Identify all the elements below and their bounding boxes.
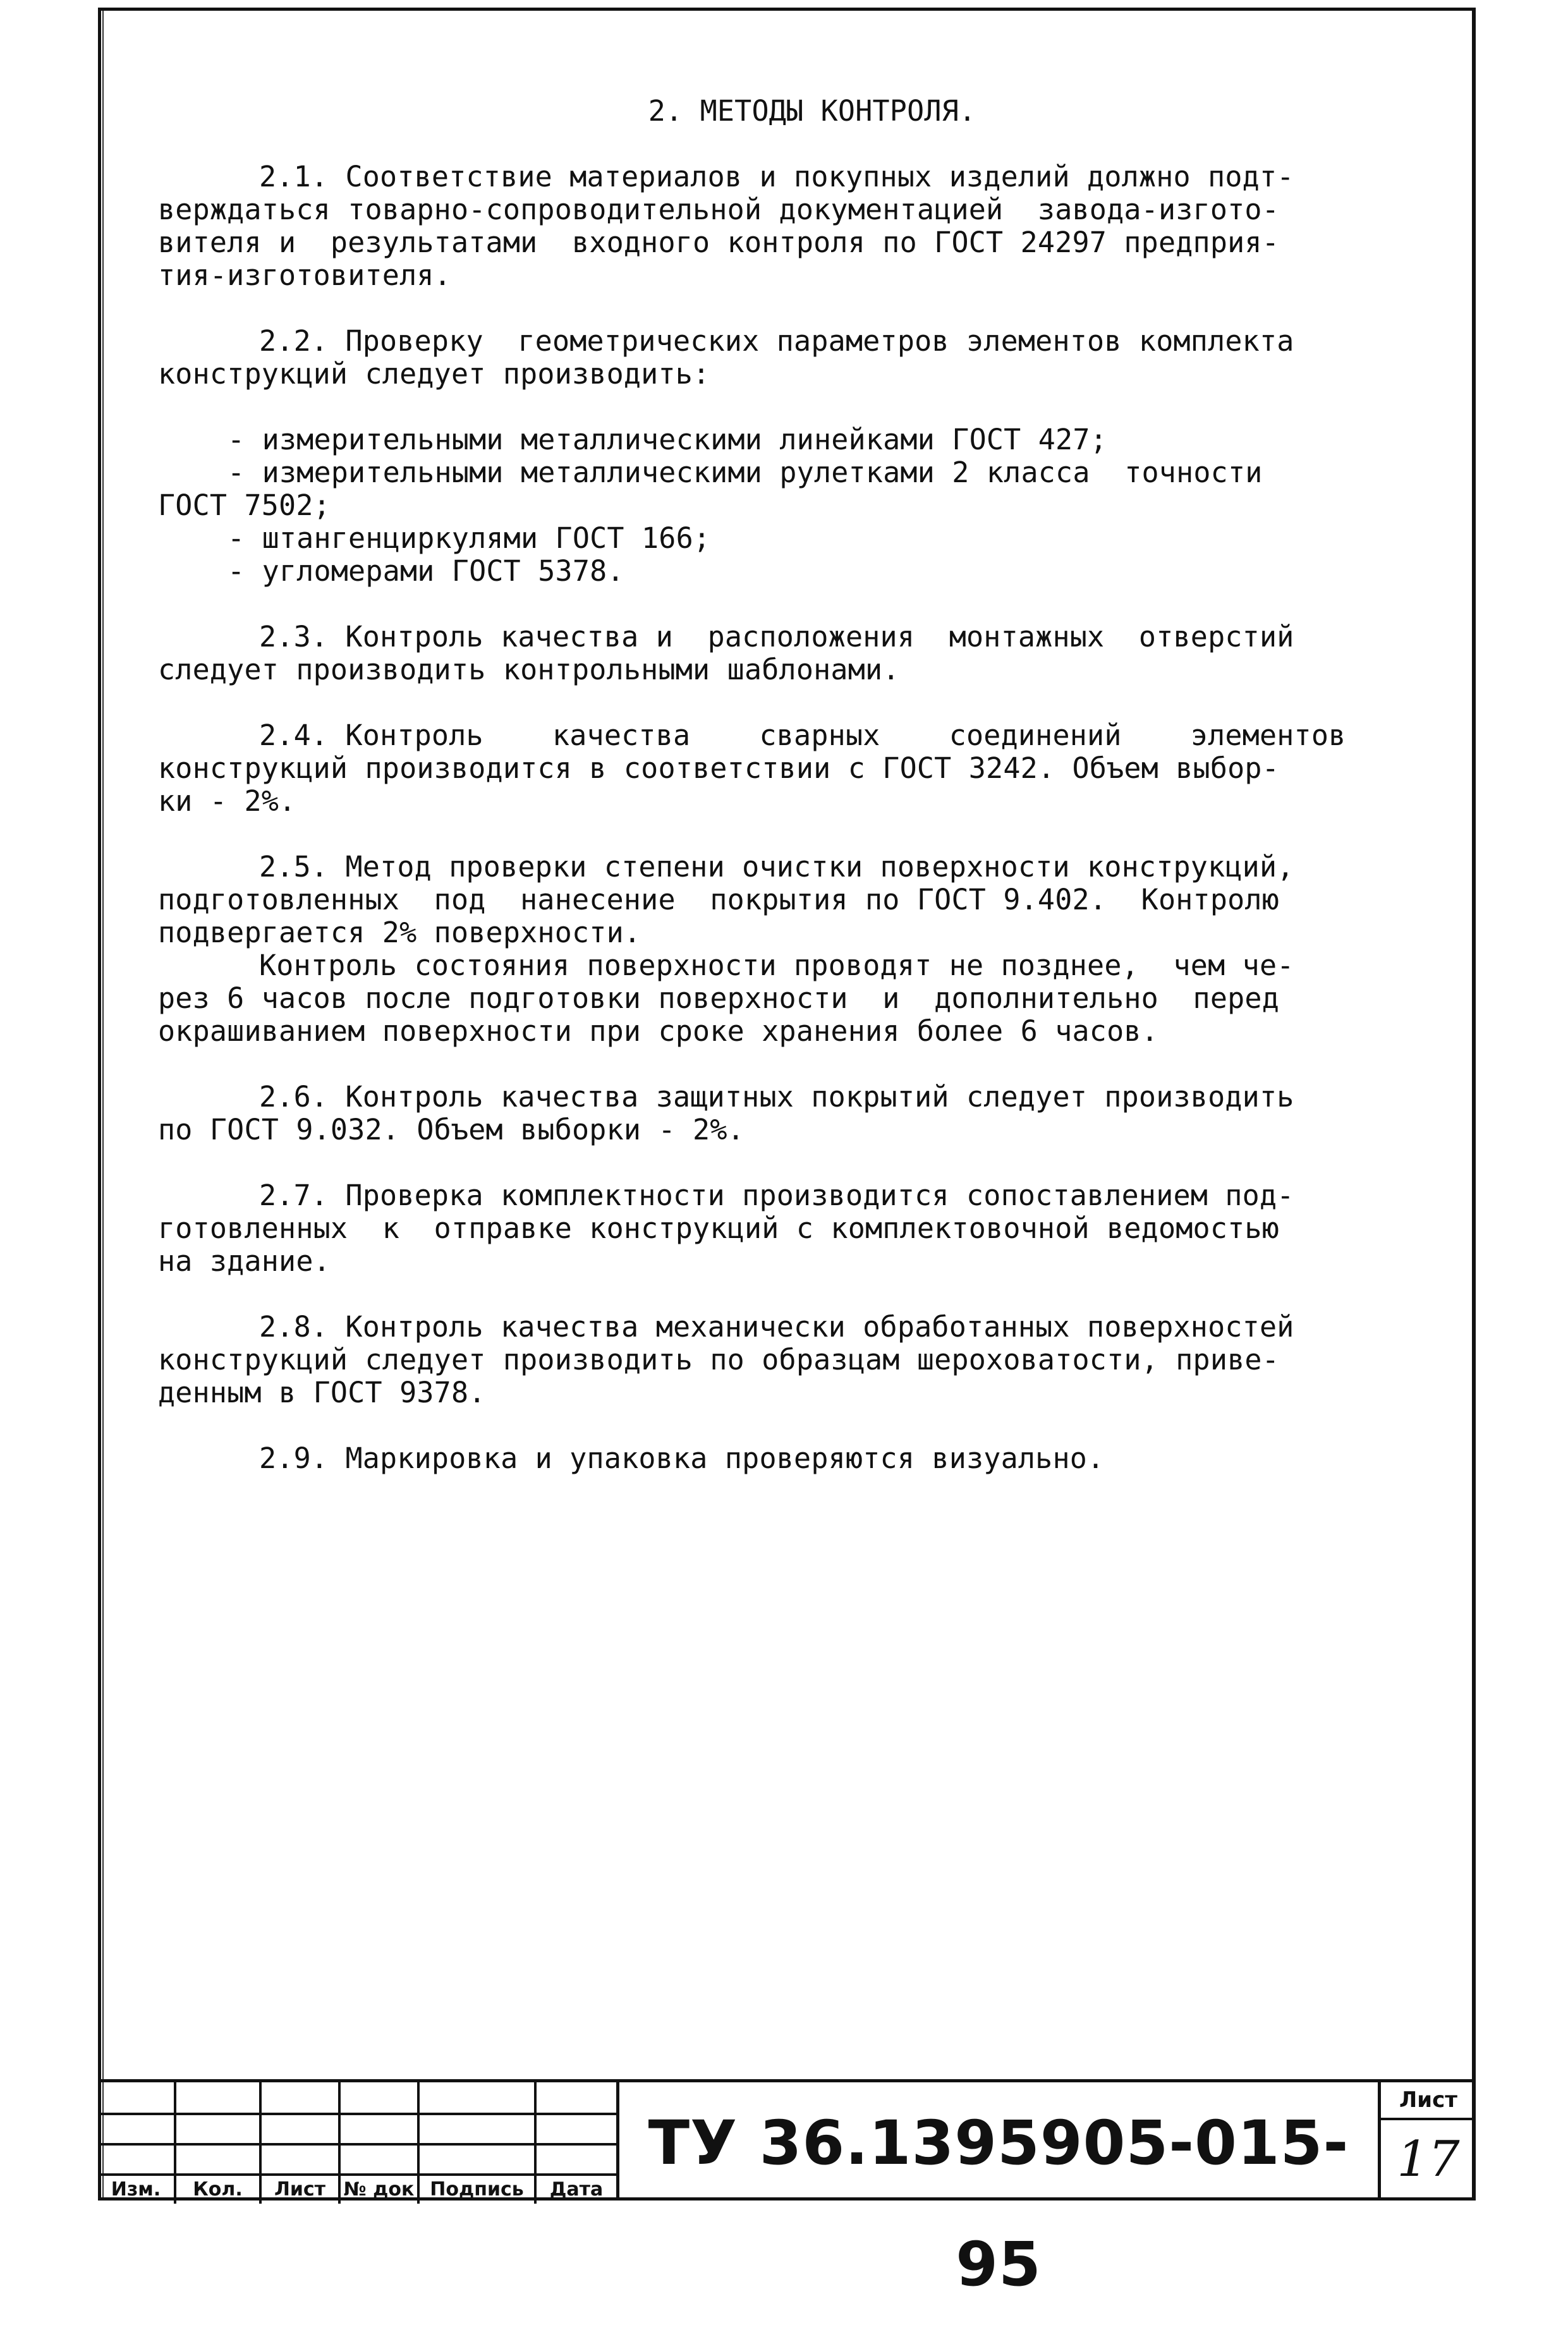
label-quantity: Кол.: [193, 2178, 243, 2201]
sheet-label: Лист: [1381, 2082, 1476, 2120]
label-revision: Изм.: [111, 2178, 161, 2201]
text-line: ки - 2%.: [158, 784, 296, 818]
paragraph-2-1: [158, 161, 1416, 292]
document-number: ТУ 36.1395905-015-95: [619, 2079, 1378, 2201]
paragraph-2-7: [158, 1179, 1416, 1278]
text-line: 2.6. Контроль качества защитных покрытий следует производить: [259, 1080, 1294, 1114]
text-line: тия-изготовителя.: [158, 258, 451, 292]
text-line: вителя и результатами входного контроля по ГОСТ 24297 предприя-: [158, 226, 1279, 259]
sheet-number: 17: [1397, 2131, 1460, 2188]
label-date: Дата: [549, 2178, 604, 2201]
label-signature: Подпись: [430, 2178, 524, 2201]
text-line: 2.8. Контроль качества механически обработанных поверхностей: [259, 1310, 1294, 1344]
paragraph-2-9: [158, 1442, 1416, 1475]
list-item: - штангенциркулями ГОСТ 166;: [228, 521, 711, 555]
label-sheet: Лист: [274, 2178, 326, 2201]
title-block: [98, 2079, 1476, 2300]
text-line: готовленных к отправке конструкций с комплектовочной ведомостью: [158, 1211, 1279, 1245]
text-line: 2.5. Метод проверки степени очистки поверхности конструкций,: [259, 850, 1294, 883]
text-line: подготовленных под нанесение покрытия по ГОСТ 9.402. Контролю: [158, 883, 1279, 916]
text-line: денным в ГОСТ 9378.: [158, 1376, 486, 1409]
paragraph-2-5: [158, 851, 1416, 1048]
paragraph-2-8: [158, 1311, 1416, 1409]
text-line: подвергается 2% поверхности.: [158, 916, 641, 949]
text-line: конструкций следует производить по образцам шероховатости, приве-: [158, 1343, 1279, 1376]
text-line: 2.4. Контроль качества сварных соединений элементов: [259, 719, 1346, 752]
list-item: - измерительными металлическими линейками ГОСТ 427;: [228, 423, 1107, 456]
text-line: верждаться товарно-сопроводительной документацией завода-изгото-: [158, 193, 1279, 226]
sheet-box: [1378, 2079, 1476, 2201]
text-line: следует производить контрольными шаблонами.: [158, 653, 900, 686]
text-line: окрашиванием поверхности при сроке хранения более 6 часов.: [158, 1014, 1158, 1048]
text-line: 2.2. Проверку геометрических параметров элементов комплекта: [259, 324, 1294, 358]
paragraph-2-3: [158, 621, 1416, 686]
text-line: 2.9. Маркировка и упаковка проверяются визуально.: [259, 1442, 1105, 1475]
paragraph-2-4: [158, 719, 1416, 818]
text-line: конструкций следует производить:: [158, 357, 710, 391]
paragraph-2-2: [158, 325, 1416, 391]
list-item-continuation: ГОСТ 7502;: [158, 489, 331, 522]
list-item: - измерительными металлическими рулетками 2 класса точности: [228, 456, 1263, 489]
document-body: [158, 95, 1416, 1508]
paragraph-2-6: [158, 1081, 1416, 1146]
text-line: 2.3. Контроль качества и расположения монтажных отверстий: [259, 620, 1294, 653]
text-line: на здание.: [158, 1244, 331, 1278]
text-line: рез 6 часов после подготовки поверхности и дополнительно перед: [158, 981, 1279, 1015]
text-line: Контроль состояния поверхности проводят не позднее, чем че-: [259, 949, 1294, 982]
label-doc-number: № док: [343, 2178, 415, 2201]
revision-grid: [98, 2079, 619, 2201]
text-line: по ГОСТ 9.032. Объем выборки - 2%.: [158, 1113, 744, 1146]
instrument-list: [158, 423, 1416, 588]
section-title: 2. МЕТОДЫ КОНТРОЛЯ.: [648, 94, 976, 128]
text-line: конструкций производится в соответствии с ГОСТ 3242. Объем выбор-: [158, 751, 1279, 785]
list-item: - угломерами ГОСТ 5378.: [228, 554, 624, 588]
text-line: 2.1. Соответствие материалов и покупных изделий должно подт-: [259, 160, 1294, 193]
text-line: 2.7. Проверка комплектности производится сопоставлением под-: [259, 1179, 1294, 1212]
